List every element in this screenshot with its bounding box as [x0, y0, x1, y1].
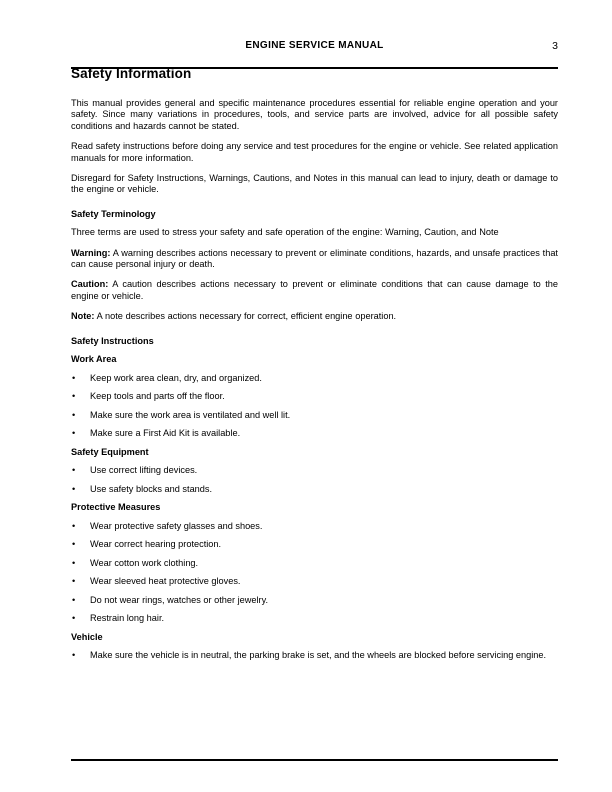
spacer [71, 347, 558, 354]
bullet-icon: • [72, 539, 76, 550]
list-item [71, 428, 558, 439]
subsection-heading-protective-measures: Protective Measures [71, 502, 161, 513]
bullet-list-safety-equipment [71, 465, 558, 495]
list-item [71, 373, 558, 384]
list-item-text: Wear cotton work clothing. [90, 557, 199, 568]
page-title: Safety Information [71, 66, 192, 81]
bullet-icon: • [72, 391, 76, 402]
list-item [71, 650, 558, 661]
bullet-list-protective-measures [71, 521, 558, 625]
spacer [71, 220, 558, 227]
term-text-caution: A caution describes actions necessary to prevent or eliminate conditions that can cause damage to the engine or vehicle. [71, 279, 558, 301]
terminology-term [71, 279, 558, 302]
terminology-intro: Three terms are used to stress your safety and safe operation of the engine: Warning, Caution, and Note [71, 227, 499, 238]
list-item-text: Do not wear rings, watches or other jewelry. [90, 594, 269, 605]
bullet-icon: • [72, 613, 76, 624]
spacer [71, 495, 558, 502]
list-item-text: Make sure a First Aid Kit is available. [90, 428, 241, 439]
list-item [71, 484, 558, 495]
bullet-icon: • [72, 576, 76, 587]
list-item [71, 558, 558, 569]
bullet-list-work-area [71, 373, 558, 440]
list-item-text: Keep work area clean, dry, and organized. [90, 372, 262, 383]
footer-divider-rule [71, 759, 558, 761]
list-item-text: Restrain long hair. [90, 613, 165, 624]
section-safety-instructions [71, 336, 558, 662]
page-content [71, 0, 558, 662]
subsection-safety-equipment [71, 447, 558, 495]
subsection-heading-vehicle: Vehicle [71, 631, 103, 642]
list-item-text: Use correct lifting devices. [90, 465, 198, 476]
subsection-protective-measures [71, 502, 558, 625]
spacer-after-title [71, 82, 558, 98]
term-lead-caution: Caution: [71, 279, 109, 290]
list-item-text: Wear protective safety glasses and shoes. [90, 520, 263, 531]
section-heading-safety-terminology: Safety Terminology [71, 208, 156, 219]
bullet-icon: • [72, 594, 76, 605]
section-heading-safety-instructions: Safety Instructions [71, 335, 154, 346]
section-safety-terminology [71, 209, 558, 323]
list-item [71, 410, 558, 421]
bullet-icon: • [72, 372, 76, 383]
list-item-text: Keep tools and parts off the floor. [90, 391, 225, 402]
spacer [71, 625, 558, 632]
running-header [71, 0, 558, 52]
bullet-icon: • [72, 520, 76, 531]
list-item-text: Wear sleeved heat protective gloves. [90, 576, 241, 587]
list-item-text: Wear correct hearing protection. [90, 539, 222, 550]
header-divider-rule [71, 67, 558, 69]
subsection-heading-work-area: Work Area [71, 354, 117, 365]
spacer-before-terminology [71, 196, 558, 209]
page-number: 3 [552, 40, 558, 52]
list-item [71, 521, 558, 532]
term-text-note: A note describes actions necessary for correct, efficient engine operation. [94, 311, 397, 322]
list-item [71, 465, 558, 476]
spacer [71, 643, 558, 650]
list-item [71, 613, 558, 624]
intro-paragraph: Read safety instructions before doing any service and test procedures for the engine or vehicle. See related application manuals for more information. [71, 141, 558, 163]
spacer-before-instructions [71, 323, 558, 336]
list-item-text: Make sure the vehicle is in neutral, the parking brake is set, and the wheels are blocked before servicing engine. [90, 650, 547, 661]
bullet-icon: • [72, 650, 76, 661]
subsection-vehicle [71, 632, 558, 662]
term-text-warning: A warning describes actions necessary to prevent or eliminate conditions, hazards, and unsafe practices that can cause personal injury or death. [71, 247, 558, 270]
header-title: ENGINE SERVICE MANUAL [245, 40, 384, 51]
bullet-icon: • [72, 465, 76, 476]
list-item [71, 391, 558, 402]
list-item [71, 595, 558, 606]
spacer [71, 514, 558, 521]
intro-paragraph: This manual provides general and specific maintenance procedures essential for reliable engine operation and your safety. Since many variations in procedures, tools, and service parts are involved, advice for all possible safety conditions and hazards cannot be stated. [71, 98, 558, 131]
list-item-text: Make sure the work area is ventilated and well lit. [90, 409, 291, 420]
terminology-term [71, 311, 558, 322]
terminology-term [71, 248, 558, 271]
bullet-icon: • [72, 483, 76, 494]
spacer [71, 366, 558, 373]
list-item [71, 539, 558, 550]
bullet-list-vehicle [71, 650, 558, 661]
subsection-work-area [71, 354, 558, 440]
intro-paragraphs [71, 98, 558, 196]
term-lead-warning: Warning: [71, 247, 111, 258]
bullet-icon: • [72, 557, 76, 568]
intro-paragraph: Disregard for Safety Instructions, Warnings, Cautions, and Notes in this manual can lead to injury, death or damage to the engine or vehicle. [71, 173, 558, 195]
subsection-heading-safety-equipment: Safety Equipment [71, 446, 149, 457]
list-item-text: Use safety blocks and stands. [90, 483, 213, 494]
term-lead-note: Note: [71, 311, 95, 322]
bullet-icon: • [72, 409, 76, 420]
list-item [71, 576, 558, 587]
spacer [71, 440, 558, 447]
bullet-icon: • [72, 428, 76, 439]
spacer [71, 458, 558, 465]
